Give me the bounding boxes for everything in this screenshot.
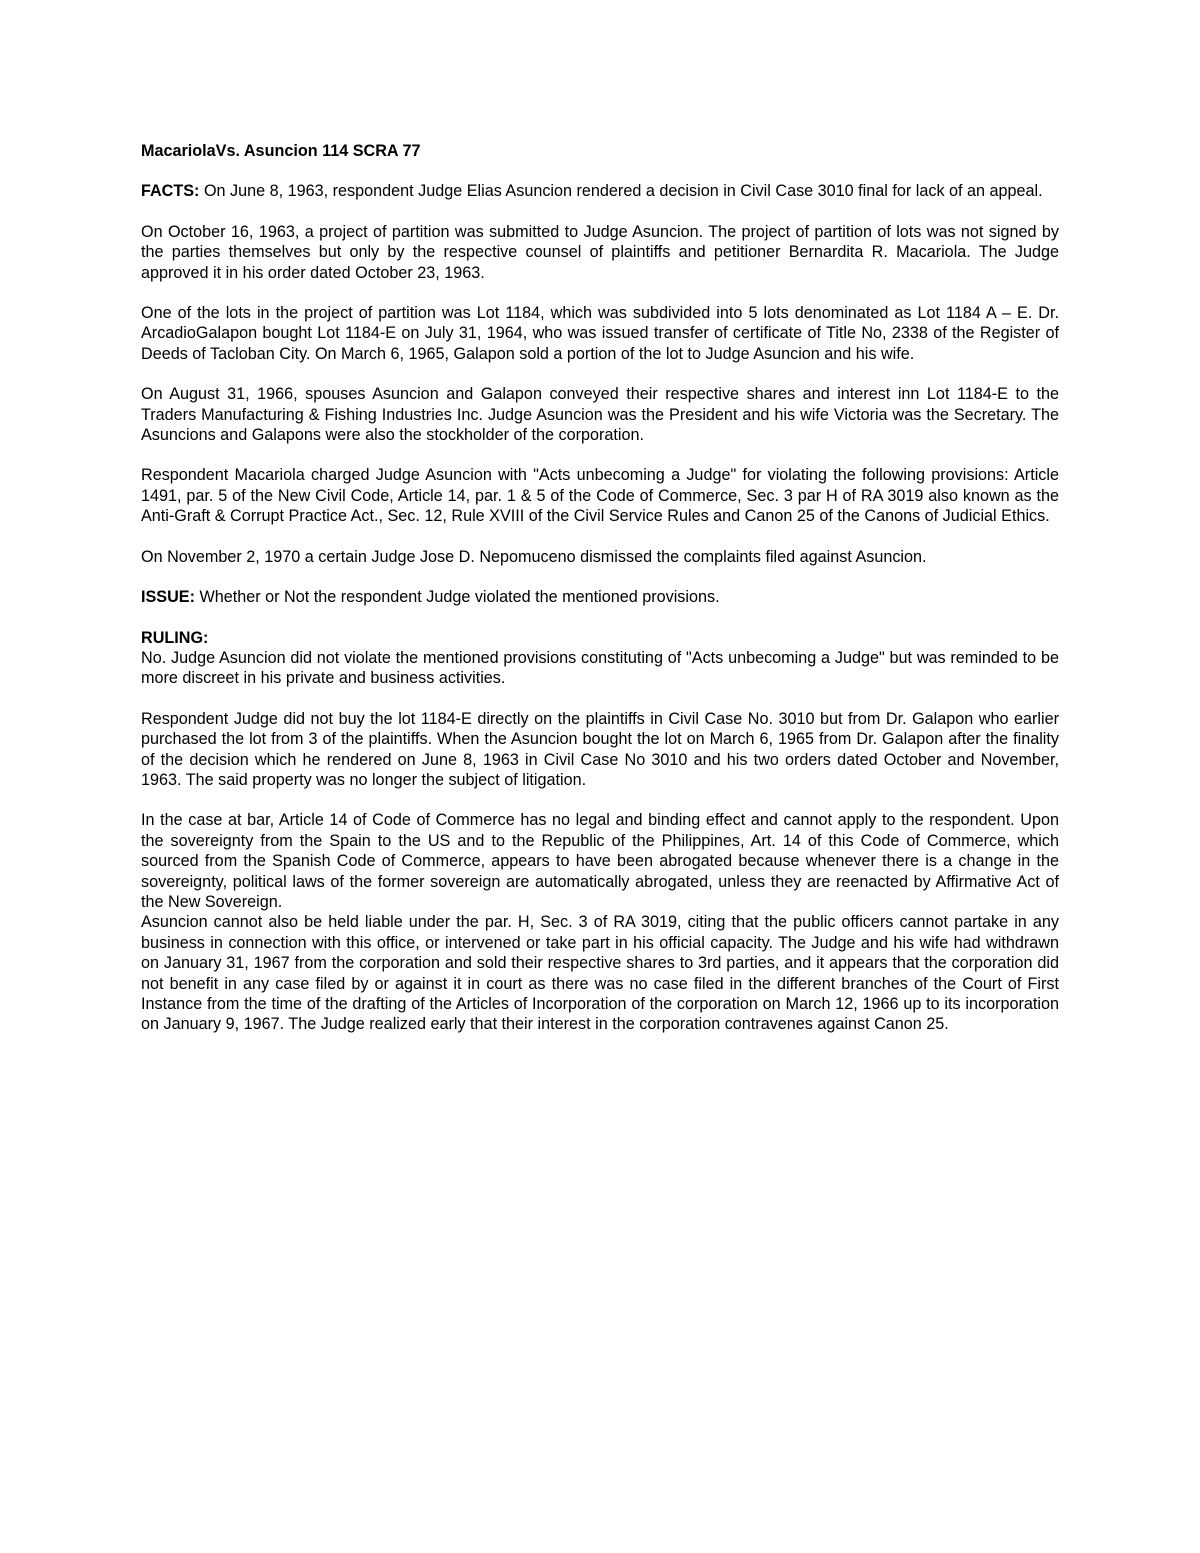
facts-paragraph-1 [141, 181, 1059, 201]
facts-text-1: On June 8, 1963, respondent Judge Elias Asuncion rendered a decision in Civil Case 3010 final for lack of an appeal. [203, 182, 1043, 201]
ruling-paragraph-3: In the case at bar, Article 14 of Code of Commerce has no legal and binding effect and cannot apply to the respondent. Upon the sovereignty from the Spain to the US and to the Republic of the Philippines, Art. 14 of this Code of Commerce, which sourced from the Spanish Code of Commerce, appears to have been abrogated because whenever there is a change in the sovereignty, political laws of the former sovereign are automatically abrogated, unless they are reenacted by Affirmative Act of the New Sovereign. [141, 811, 1059, 911]
issue-paragraph [141, 587, 1059, 607]
case-title: MacariolaVs. Asuncion 114 SCRA 77 [141, 142, 421, 160]
facts-paragraph-3: One of the lots in the project of partition was Lot 1184, which was subdivided into 5 lots denominated as Lot 1184 A – E. Dr. ArcadioGalapon bought Lot 1184-E on July 31, 1964, who was issued transfer of certificate of Title No, 2338 of the Register of Deeds of Tacloban City. On March 6, 1965, Galapon sold a portion of the lot to Judge Asuncion and his wife. [141, 304, 1059, 363]
facts-label: FACTS: [141, 182, 200, 201]
issue-text: Whether or Not the respondent Judge violated the mentioned provisions. [199, 588, 720, 607]
issue-label: ISSUE: [141, 588, 195, 607]
ruling-paragraph-2: Respondent Judge did not buy the lot 1184-E directly on the plaintiffs in Civil Case No. 3010 but from Dr. Galapon who earlier purchased the lot from 3 of the plaintiffs. When the Asuncion bought the lot on March 6, 1965 from Dr. Galapon after the finality of the decision which he rendered on June 8, 1963 in Civil Case No 3010 and his two orders dated October and November, 1963. The said property was no longer the subject of litigation. [141, 709, 1059, 789]
ruling-label: RULING: [141, 628, 209, 647]
facts-paragraph-5: Respondent Macariola charged Judge Asuncion with "Acts unbecoming a Judge" for violating the following provisions: Article 1491, par. 5 of the New Civil Code, Article 14, par. 1 & 5 of the Code of Commerce, Sec. 3 par H of RA 3019 also known as the Anti-Graft & Corrupt Practice Act., Sec. 12, Rule XVIII of the Civil Service Rules and Canon 25 of the Canons of Judicial Ethics. [141, 466, 1059, 526]
facts-paragraph-6: On November 2, 1970 a certain Judge Jose D. Nepomuceno dismissed the complaints filed against Asuncion. [141, 547, 927, 566]
facts-paragraph-2: On October 16, 1963, a project of partition was submitted to Judge Asuncion. The project of partition of lots was not signed by the parties themselves but only by the respective counsel of plaintiffs and petitioner Bernardita R. Macariola. The Judge approved it in his order dated October 23, 1963. [141, 222, 1059, 282]
facts-paragraph-4: On August 31, 1966, spouses Asuncion and Galapon conveyed their respective shares and interest inn Lot 1184-E to the Traders Manufacturing & Fishing Industries Inc. Judge Asuncion was the President and his wife Victoria was the Secretary. The Asuncions and Galapons were also the stockholder of the corporation. [141, 385, 1059, 445]
document-body [141, 141, 1059, 1055]
ruling-paragraph-1: No. Judge Asuncion did not violate the mentioned provisions constituting of "Acts unbecoming a Judge" but was reminded to be more discreet in his private and business activities. [141, 648, 1059, 688]
ruling-paragraph-4: Asuncion cannot also be held liable under the par. H, Sec. 3 of RA 3019, citing that the public officers cannot partake in any business in connection with this office, or intervened or take part in his official capacity. The Judge and his wife had withdrawn on January 31, 1967 from the corporation and sold their respective shares to 3rd parties, and it appears that the corporation did not benefit in any case filed by or against it in court as there was no case filed in the different branches of the Court of First Instance from the time of the drafting of the Articles of Incorporation of the corporation on March 12, 1966 up to its incorporation on January 9, 1967. The Judge realized early that their interest in the corporation contravenes against Canon 25. [141, 913, 1059, 1034]
